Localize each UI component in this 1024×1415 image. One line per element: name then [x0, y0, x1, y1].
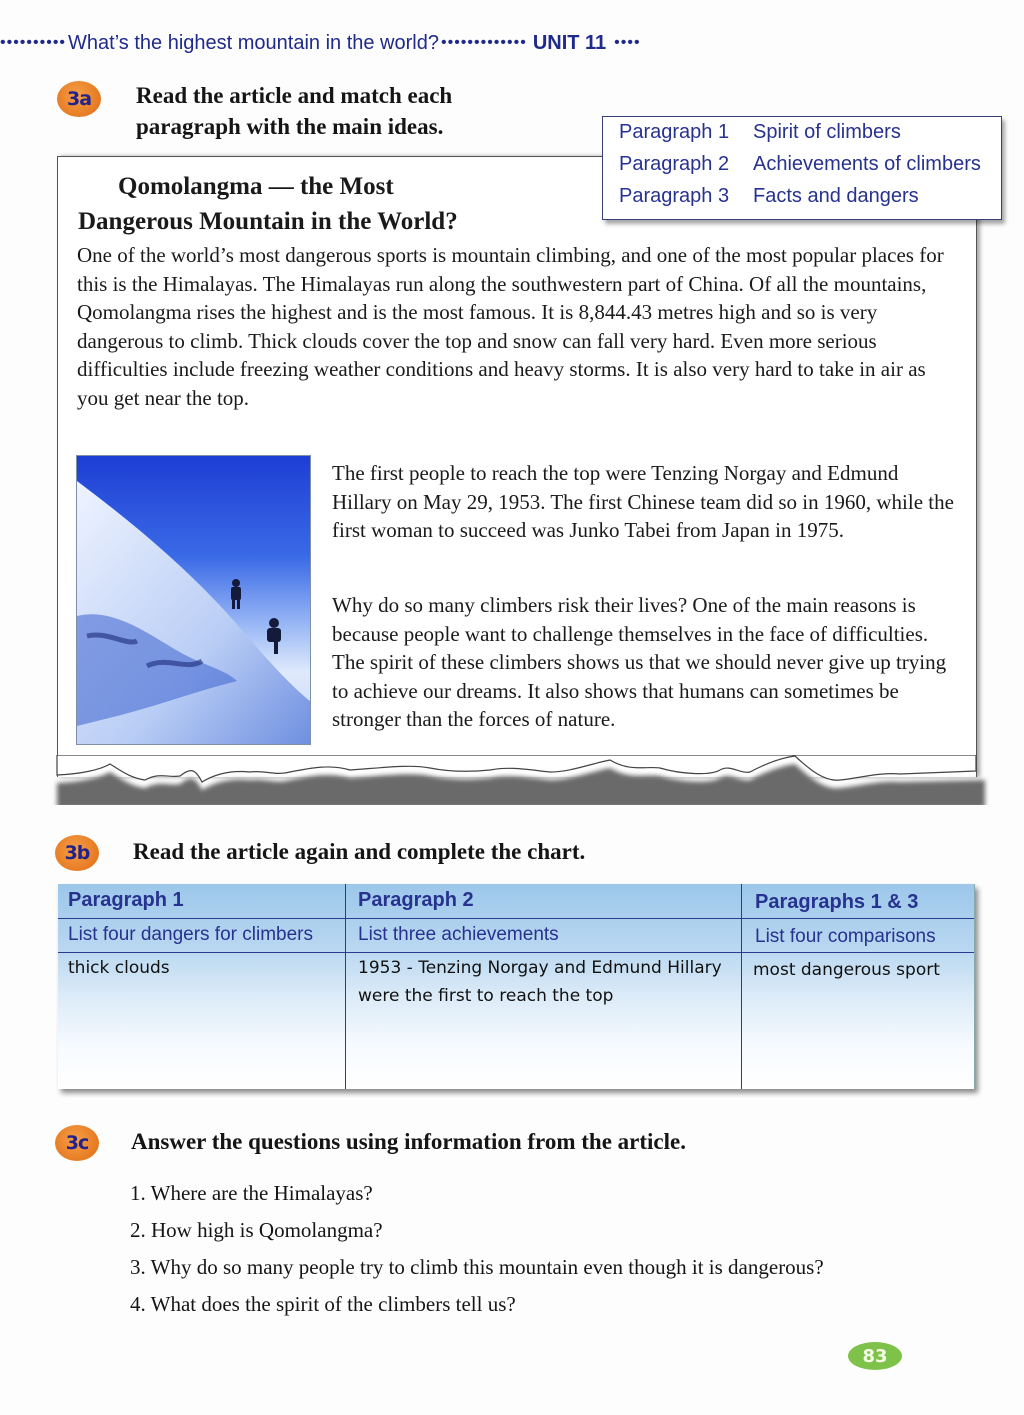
climber-figure-2 [267, 618, 281, 654]
question-list [130, 1175, 824, 1323]
chart-answer-col3[interactable]: most dangerous sport [753, 960, 940, 980]
chart-subheader-col1: List four dangers for climbers [68, 924, 313, 945]
header-middle-dots: ••••••••••••• [440, 34, 527, 51]
chart-row-divider [58, 952, 974, 953]
chart-answer-col1[interactable]: thick clouds [68, 958, 170, 978]
question-item: 3. Why do so many people try to climb this mountain even though it is dangerous? [130, 1255, 824, 1279]
page-number: 83 [848, 1342, 902, 1370]
match-row [619, 153, 981, 185]
chart-column-divider [741, 884, 742, 1089]
article-paragraph-3: Why do so many climbers risk their lives? One of the main reasons is because people want to challenge themselves in the face of difficulties. The spirit of these climbers shows us that we should never give up trying to achieve our dreams. It also shows that humans can sometimes be stronger than the forces of nature. [332, 593, 947, 732]
article-title-line1: Qomolangma — the Most [118, 173, 394, 200]
chart-subheader-col3: List four comparisons [755, 926, 936, 947]
chart-row-divider [58, 918, 974, 919]
exercise-badge-3a: 3a [57, 81, 101, 117]
match-paragraph-label: Paragraph 2 [619, 153, 730, 175]
climber-figure-1 [231, 579, 241, 609]
mountain-photo [76, 455, 311, 745]
unit-label: UNIT 11 [532, 31, 607, 54]
torn-paper-edge [50, 755, 990, 805]
match-idea: Spirit of climbers [753, 121, 901, 143]
header-title: What’s the highest mountain in the world? [68, 31, 439, 54]
match-row [619, 185, 919, 217]
exercise-badge-3c: 3c [55, 1125, 99, 1161]
question-item: 1. Where are the Himalayas? [130, 1181, 373, 1205]
instruction-3a-line1: Read the article and match each [136, 83, 453, 108]
header-leading-dots: •••••••••• [0, 34, 67, 51]
question-item: 4. What does the spirit of the climbers tell us? [130, 1292, 516, 1316]
match-ideas-box [602, 116, 1002, 220]
chart-answer-col2[interactable]: 1953 - Tenzing Norgay and Edmund Hillary were the first to reach the top [358, 958, 722, 1006]
instruction-3a-line2: paragraph with the main ideas. [136, 114, 444, 139]
article-title-line2: Dangerous Mountain in the World? [78, 208, 458, 235]
mountain-climbers-illustration [77, 456, 310, 744]
chart-header-col2: Paragraph 2 [358, 889, 474, 911]
chart-header-col3: Paragraphs 1 & 3 [755, 891, 919, 913]
article-card [57, 156, 977, 777]
chart-subheader-col2: List three achievements [358, 924, 559, 945]
header-trailing-dots: •••• [614, 34, 641, 51]
match-paragraph-label: Paragraph 3 [619, 185, 730, 207]
chart-header-col1: Paragraph 1 [68, 889, 184, 911]
page-header [0, 28, 960, 58]
exercise-badge-3b: 3b [55, 835, 99, 871]
article-title [78, 169, 548, 239]
match-idea: Achievements of climbers [753, 153, 981, 175]
match-idea: Facts and dangers [753, 185, 919, 207]
article-paragraph-2: The first people to reach the top were Tenzing Norgay and Edmund Hillary on May 29, 1953. The first Chinese team did so in 1960, while the first woman to succeed was Junko Tabei from Japan in 1975. [332, 461, 954, 543]
article-paragraph-1: One of the world’s most dangerous sports is mountain climbing, and one of the most popular places for this is the Himalayas. The Himalayas run along the southwestern part of China. Of all the mountains, Qomolangma rises the highest and is the most famous. It is 8,844.43 metres high and so is very dangerous to climb. Thick clouds cover the top and snow can fall very hard. Even more serious difficulties include freezing weather conditions and heavy storms. It is also very hard to take in air as you get near the top. [77, 243, 944, 410]
chart-column-divider [345, 884, 346, 1089]
instruction-3a [136, 80, 452, 142]
question-item: 2. How high is Qomolangma? [130, 1218, 383, 1242]
match-paragraph-label: Paragraph 1 [619, 121, 730, 143]
instruction-3b: Read the article again and complete the chart. [133, 839, 586, 864]
instruction-3c: Answer the questions using information from the article. [131, 1129, 686, 1154]
match-row [619, 121, 901, 153]
completion-chart [58, 884, 975, 1089]
